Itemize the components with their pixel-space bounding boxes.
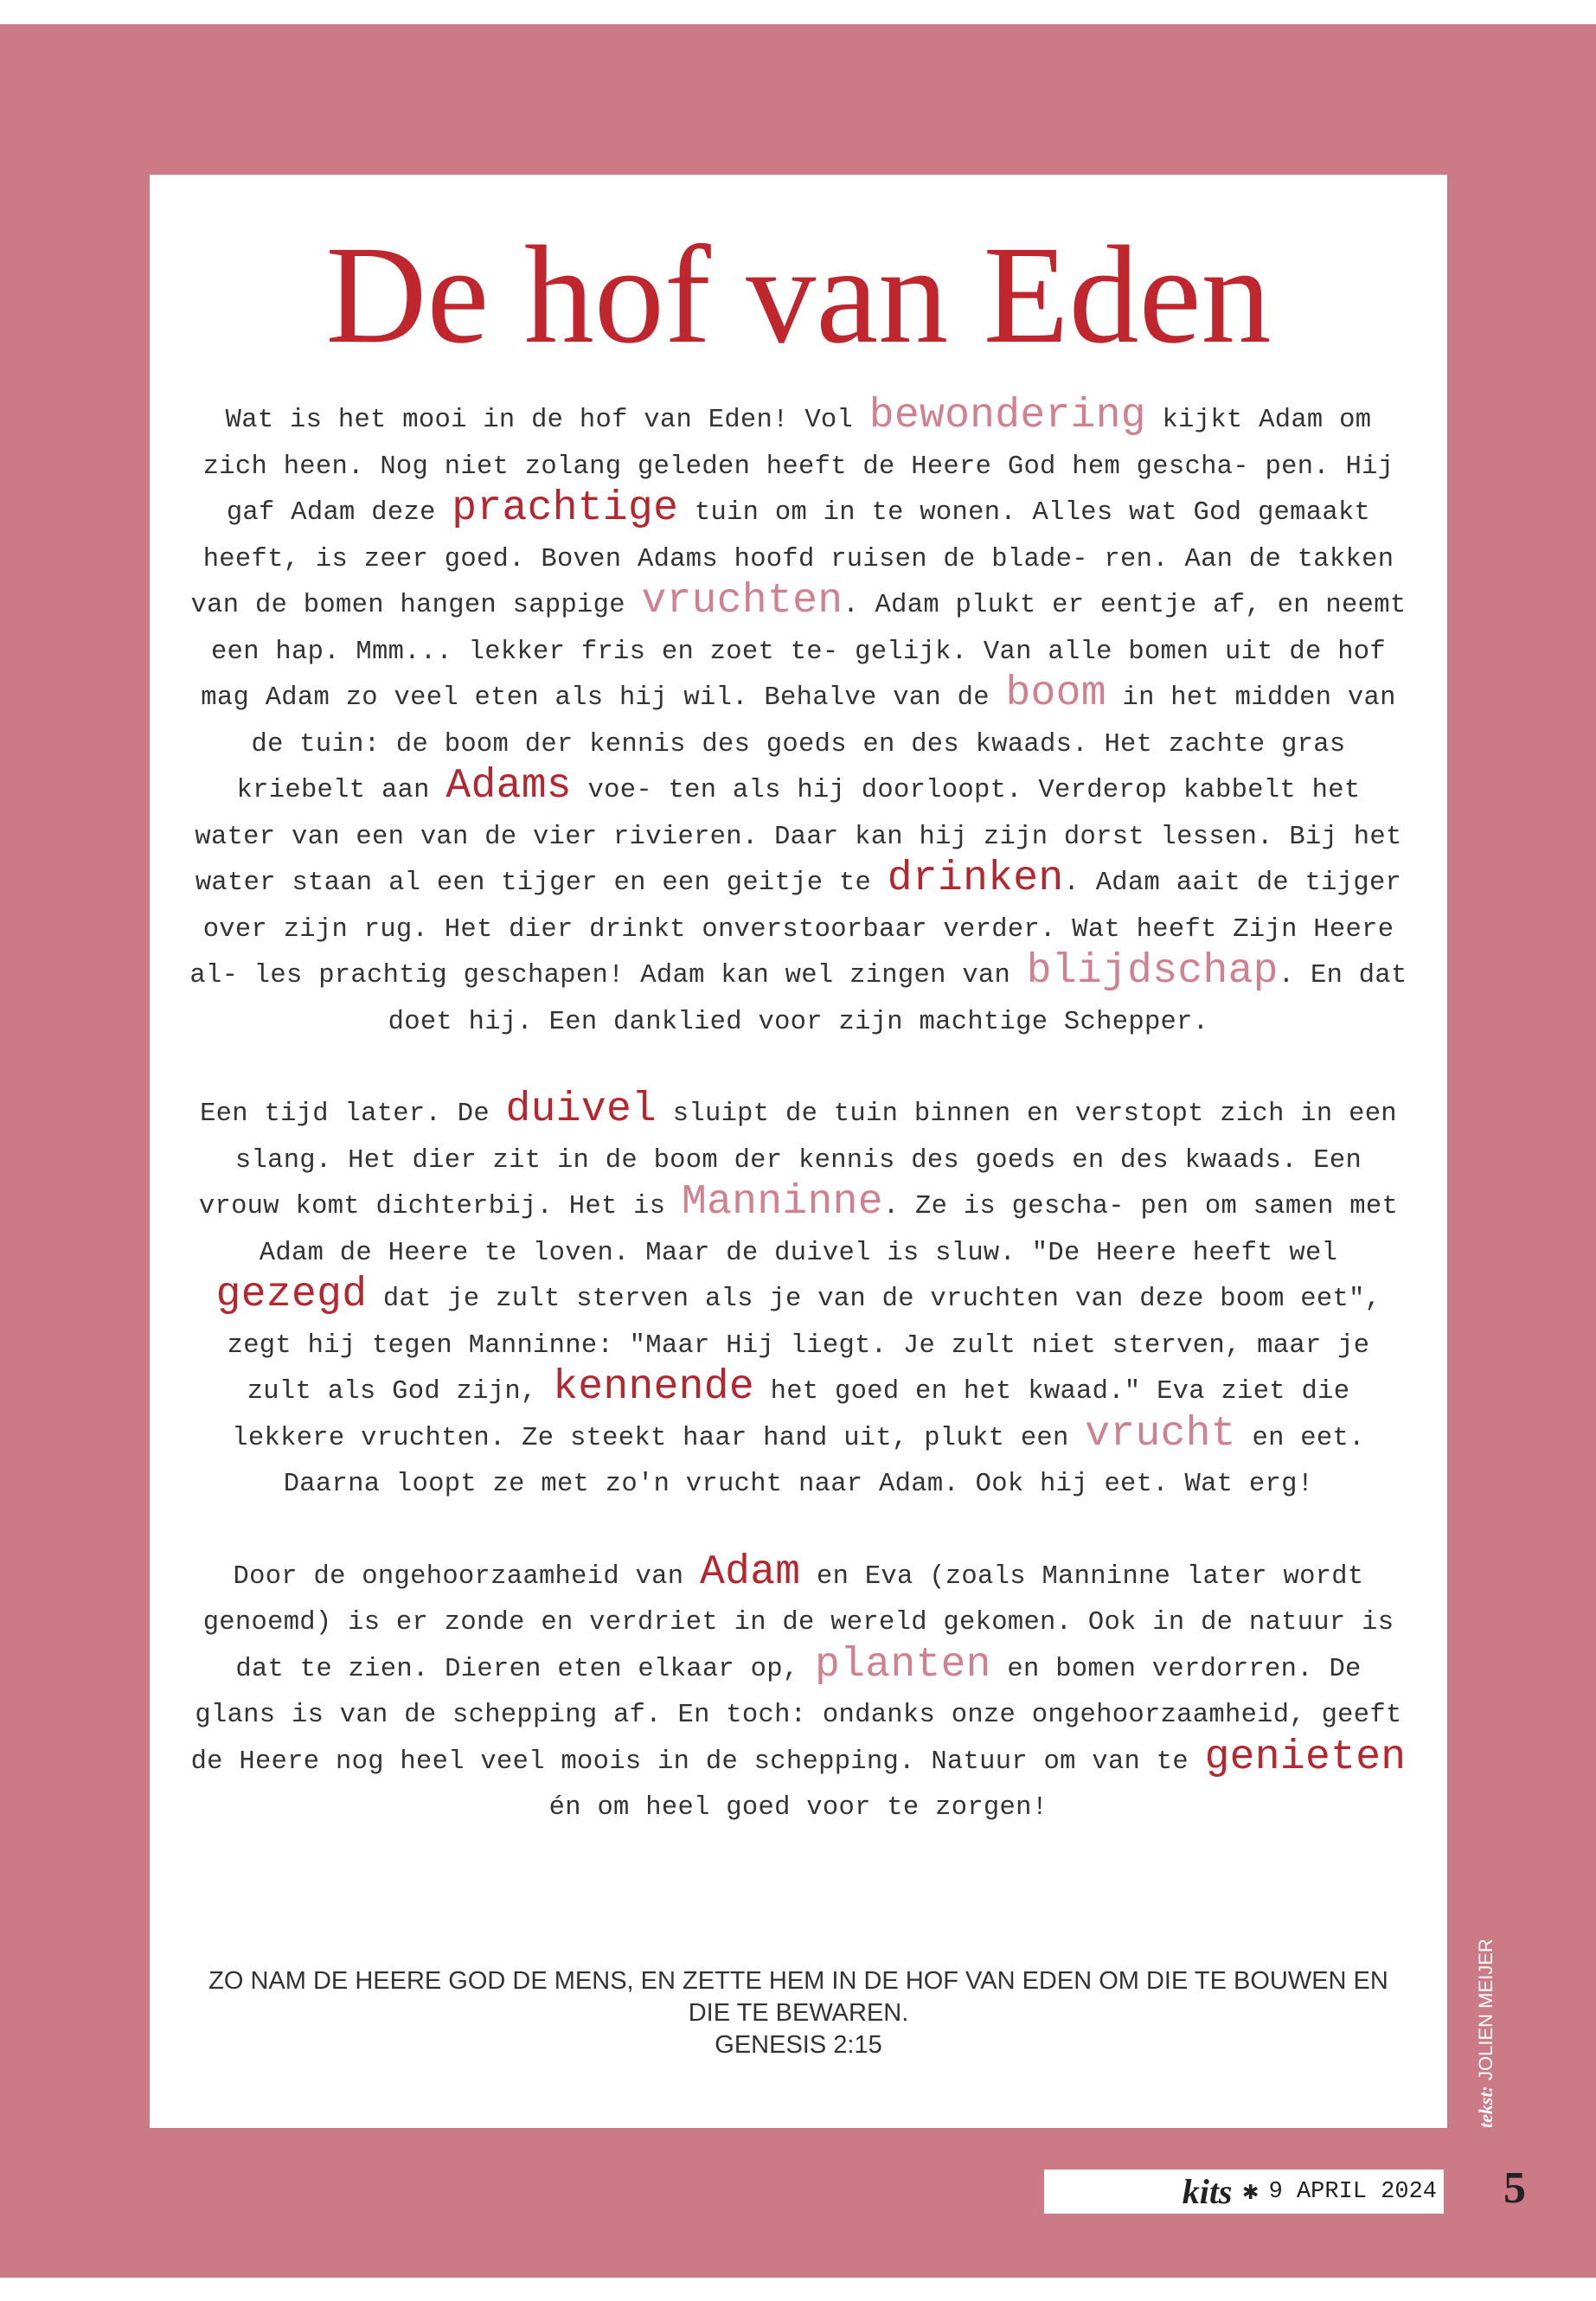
highlight-word: kennende <box>553 1364 754 1411</box>
body-text-run: Een tijd later. De <box>200 1099 506 1129</box>
highlight-word: genieten <box>1204 1734 1407 1781</box>
body-text-run: . Adam aait de tijger over zijn rug. Het dier drinkt onverstoorbaar verder. Wat heeft Zijn Heere al- les prachtig geschapen! Adam kan wel zingen van <box>189 868 1402 990</box>
author-credit <box>1475 1939 1497 2128</box>
highlight-word: vrucht <box>1085 1410 1236 1458</box>
body-text-run: Door de ongehoorzaamheid van <box>233 1561 700 1592</box>
body-text-run: . En dat doet hij. Een danklied voor zijn machtige Schepper. <box>388 961 1407 1037</box>
body-text-run: kijkt Adam om zich heen. Nog niet zolang geleden heeft de Heere God hem gescha- pen. Hij gaf Adam deze <box>202 406 1394 528</box>
highlight-word: gezegd <box>215 1272 368 1318</box>
credit-label: tekst: <box>1475 2086 1497 2128</box>
highlight-word: drinken <box>887 856 1064 902</box>
credit-name: JOLIEN MEIJER <box>1475 1939 1497 2080</box>
body-text-run: tuin om in te wonen. Alles wat God gemaakt heeft, is zeer goed. Boven Adams hoofd ruisen de blade- ren. Aan de takken van de bomen hangen sappige <box>190 498 1394 620</box>
paragraph-2 <box>189 1086 1407 1509</box>
highlight-word: Adams <box>445 763 572 810</box>
highlight-word: vruchten <box>641 578 843 625</box>
body-text-run: voe- ten als hij doorloopt. Verderop kabbelt het water van een van de vier rivieren. Daar kan hij zijn dorst lessen. Bij het water staan al een tijger en een geitje te <box>195 776 1402 898</box>
article-card <box>150 175 1447 2128</box>
verse-text: ZO NAM DE HEERE GOD DE MENS, EN ZETTE HEM IN DE HOF VAN EDEN OM DIE TE BOUWEN EN DIE TE BEWAREN. <box>208 1967 1388 2027</box>
body-text-run: en eet. Daarna loopt ze met zo'n vrucht naar Adam. Ook hij eet. Wat erg! <box>283 1423 1365 1499</box>
highlight-word: bewondering <box>869 393 1146 439</box>
highlight-word: Manninne <box>681 1179 883 1226</box>
body-text-run: en bomen verdorren. De glans is van de schepping af. En toch: ondanks onze ongehoorzaamheid, geeft de Heere nog heel veel moois in de schepping. Natuur om van te <box>190 1654 1402 1777</box>
body-text-run: in het midden van de tuin: de boom der kennis des goeds en des kwaads. Het zachte gras kriebelt aan <box>236 683 1396 805</box>
body-text-run: sluipt de tuin binnen en verstopt zich in een slang. Het dier zit in de boom der kennis des goeds en des kwaads. Een vrouw komt dichterbij. Het is <box>198 1099 1397 1221</box>
body-text-run: dat je zult sterven als je van de vruchten van deze boom eet", zegt hij tegen Manninne: "Maar Hij liegt. Je zult niet sterven, maar je zult als God zijn, <box>227 1285 1381 1407</box>
bible-verse <box>184 1965 1413 2061</box>
body-text-run: Wat is het mooi in de hof van Eden! Vol <box>225 406 869 435</box>
highlight-word: boom <box>1005 670 1106 717</box>
highlight-word: Adam <box>699 1548 801 1596</box>
paragraph-1 <box>189 393 1407 1046</box>
highlight-word: prachtige <box>452 485 679 532</box>
body-text-run: het goed en het kwaad." Eva ziet die lekkere vruchten. Ze steekt haar hand uit, plukt een <box>232 1377 1350 1453</box>
body-text-run: . Ze is gescha- pen om samen met Adam de Heere te loven. Maar de duivel is sluw. "De Heere heeft wel <box>259 1192 1399 1268</box>
highlight-word: planten <box>815 1641 991 1689</box>
page-title: De hof van Eden <box>325 218 1272 373</box>
footer-bar <box>1044 2170 1444 2214</box>
body-text-run: én om heel goed voor te zorgen! <box>548 1793 1048 1823</box>
body-text-run: en Eva (zoals Manninne later wordt genoemd) is er zonde en verdriet in de wereld gekomen. Ook in de natuur is dat te zien. Dieren eten elkaar op, <box>202 1561 1394 1684</box>
issue-date: 9 APRIL 2024 <box>1268 2178 1437 2205</box>
article-body <box>189 393 1407 1878</box>
page-number: 5 <box>1503 2163 1526 2213</box>
body-text-run: . Adam plukt er eentje af, en neemt een hap. Mmm... lekker fris en zoet te- gelijk. Van alle bomen uit de hof mag Adam zo veel eten als hij wil. Behalve van de <box>201 591 1407 713</box>
asterisk-icon: ✱ <box>1242 2178 1259 2208</box>
brand-logo: kits <box>1182 2172 1233 2211</box>
highlight-word: blijdschap <box>1026 948 1279 995</box>
paragraph-3 <box>189 1548 1407 1832</box>
verse-reference: GENESIS 2:15 <box>715 2031 882 2059</box>
highlight-word: duivel <box>505 1086 657 1133</box>
